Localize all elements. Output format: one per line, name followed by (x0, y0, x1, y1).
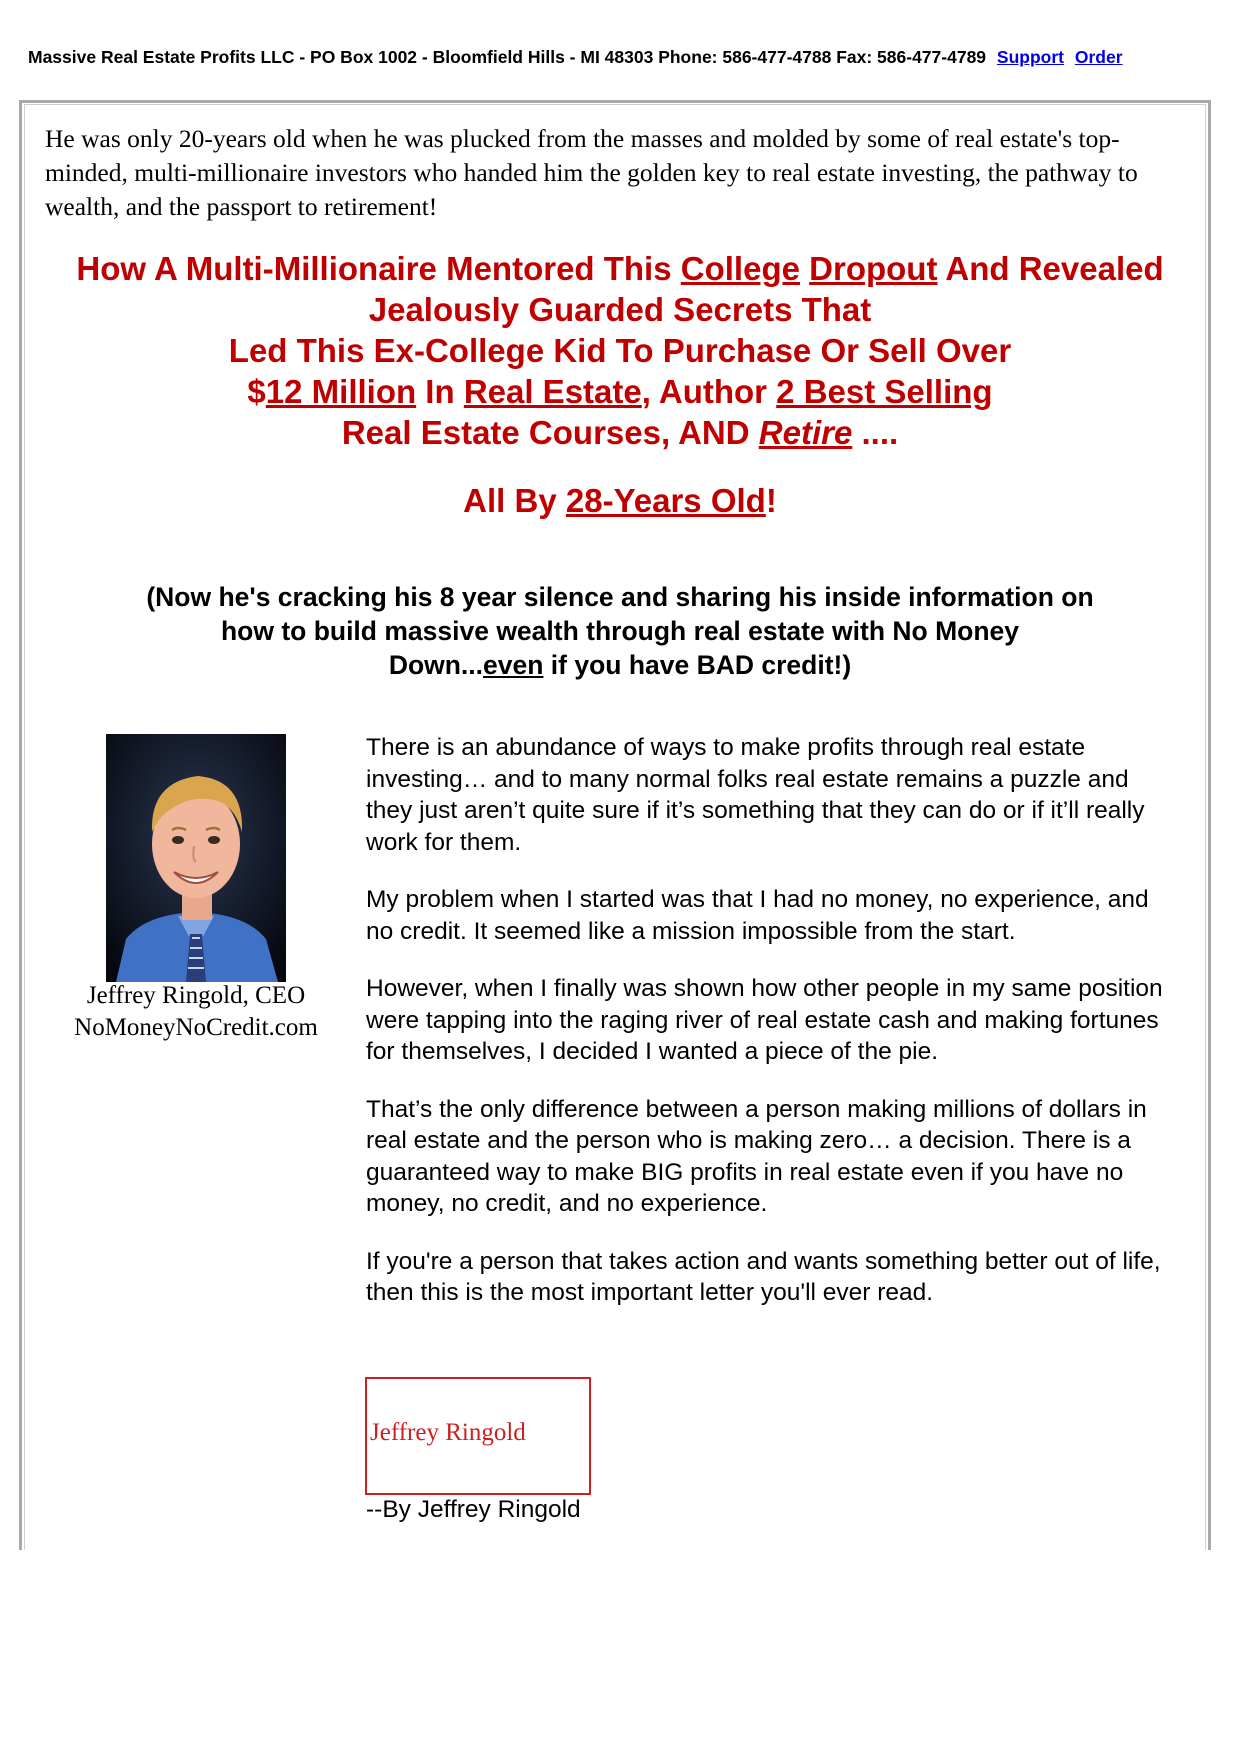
support-link[interactable]: Support (996, 47, 1064, 67)
paragraph: My problem when I started was that I had no money, no experience, and no credit. It seemed like a mission impossible from the start. (366, 886, 1149, 945)
company-info: Massive Real Estate Profits LLC - PO Box 1002 - Bloomfield Hills - MI 48303 Phone: 586-477-4788 Fax: 586-477-4789 (28, 47, 987, 67)
headline-line-3: Led This Ex-College Kid To Purchase Or Sell Over (228, 332, 1012, 369)
paragraph: However, when I finally was shown how other people in my same position were tapping into the raging river of real estate cash and making fortunes for themselves, I decided I wanted a piece of the pie. (366, 975, 1163, 1065)
photo-caption (56, 980, 336, 1044)
author-photo (106, 734, 286, 982)
paragraph: If you're a person that takes action and wants something better out of life, then this is the most important letter you'll ever read. (366, 1247, 1161, 1306)
headline-line-5: Real Estate Courses, AND Retire .... (341, 414, 899, 451)
paragraph: That’s the only difference between a person making millions of dollars in real estate and the person who is making zero… a decision. There is a guaranteed way to make BIG profits in real estate even if you have no money, no credit, and no experience. (366, 1095, 1147, 1217)
caption-site: NoMoneyNoCredit.com (74, 1014, 318, 1041)
sub-note: (Now he's cracking his 8 year silence and sharing his inside information on how to build massive wealth through real estate with No Money Down...even if you have BAD credit!) (146, 582, 1094, 680)
byline: --By Jeffrey Ringold (366, 1496, 581, 1523)
signature-box (365, 1377, 591, 1495)
headline-line-2: Jealously Guarded Secrets That (368, 291, 872, 328)
signature: Jeffrey Ringold (370, 1419, 526, 1446)
headline-line-4: $12 Million In Real Estate, Author 2 Best Selling (247, 373, 993, 410)
paragraph: There is an abundance of ways to make profits through real estate investing… and to many normal folks real estate remains a puzzle and they just aren’t quite sure if it’s something that they can do or if it’ll really work for them. (366, 734, 1145, 856)
letter-body (366, 732, 1166, 1335)
sub-headline: All By 28-Years Old! (463, 482, 777, 519)
company-header (28, 47, 1218, 68)
order-link[interactable]: Order (1074, 47, 1123, 67)
main-headline (40, 248, 1200, 453)
headline-line-1: How A Multi-Millionaire Mentored This College Dropout And Revealed (76, 250, 1164, 287)
caption-name: Jeffrey Ringold, CEO (86, 982, 306, 1009)
intro-paragraph: He was only 20-years old when he was plucked from the masses and molded by some of real estate's top-minded, multi-millionaire investors who handed him the golden key to real estate investing, the pathway to wealth, and the passport to retirement! (45, 124, 1138, 221)
